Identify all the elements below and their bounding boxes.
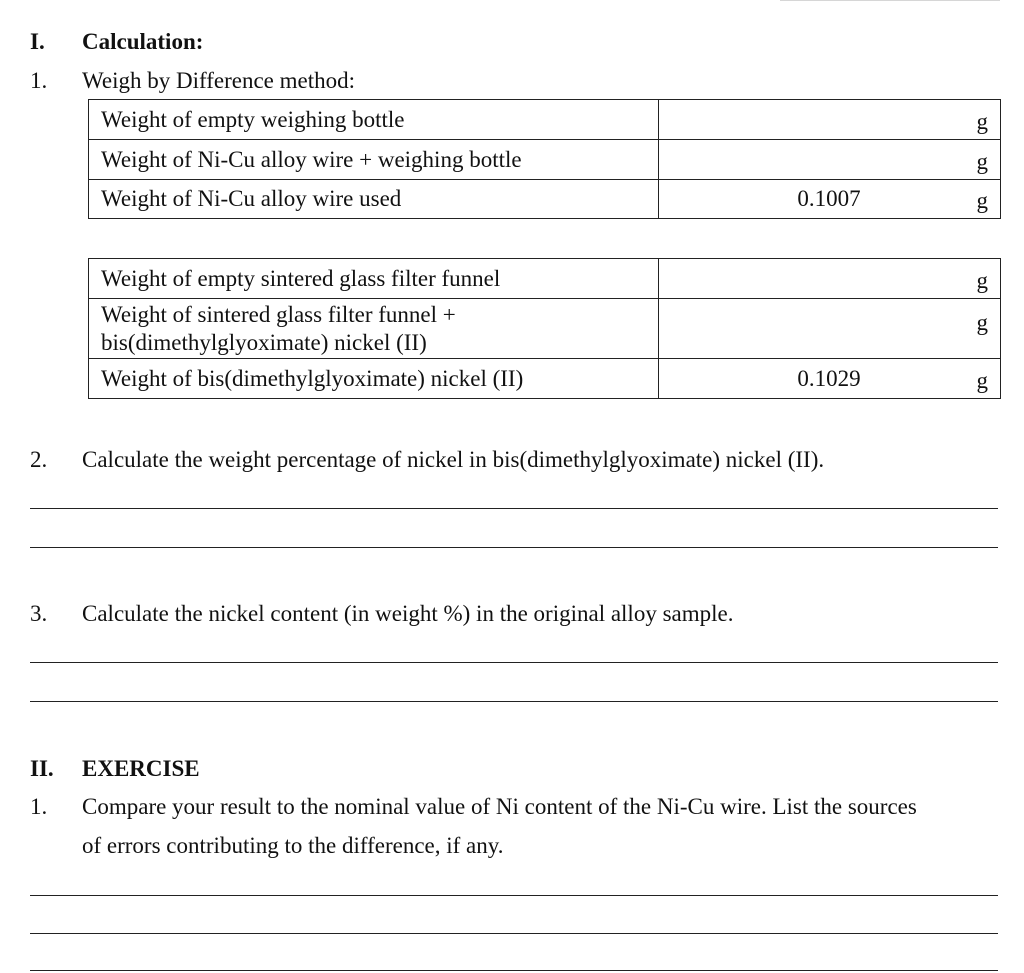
unit-label: g xyxy=(976,188,988,213)
answer-line[interactable] xyxy=(30,895,998,896)
item-text: Calculate the weight percentage of nickel in bis(dimethylglyoximate) nickel (II). xyxy=(82,447,825,472)
answer-line[interactable] xyxy=(30,933,998,934)
value-text: 0.1007 xyxy=(797,186,861,211)
row-label xyxy=(89,299,659,359)
item-text: Weigh by Difference method: xyxy=(82,68,355,93)
row-label-line: Weight of sintered glass filter funnel + xyxy=(101,301,456,327)
table-row xyxy=(89,140,1001,180)
unit-label: g xyxy=(976,368,988,393)
filter-funnel-table xyxy=(88,258,1001,399)
item-number: 3. xyxy=(30,601,48,626)
table-row xyxy=(89,359,1001,399)
table-row xyxy=(89,299,1001,359)
table-row xyxy=(89,100,1001,140)
value-cell[interactable] xyxy=(659,140,1001,180)
value-cell[interactable] xyxy=(659,100,1001,140)
value-text: 0.1029 xyxy=(797,365,861,391)
section-title: Calculation: xyxy=(82,29,204,54)
item-number: 2. xyxy=(30,447,48,472)
answer-line[interactable] xyxy=(30,547,998,548)
section-numeral: II. xyxy=(30,756,54,781)
section-numeral: I. xyxy=(30,29,45,54)
table-row xyxy=(89,259,1001,299)
weighing-bottle-table xyxy=(88,99,1001,219)
item-text: Calculate the nickel content (in weight %) in the original alloy sample. xyxy=(82,601,734,626)
unit-label: g xyxy=(976,310,988,335)
item-text: of errors contributing to the difference, if any. xyxy=(82,833,504,858)
value-cell[interactable] xyxy=(659,359,1001,399)
row-label: Weight of Ni-Cu alloy wire + weighing bottle xyxy=(89,140,659,180)
value-cell[interactable] xyxy=(659,259,1001,299)
answer-line[interactable] xyxy=(30,701,998,702)
top-edge-rule xyxy=(780,0,1000,1)
item-number: 1. xyxy=(30,68,48,93)
section-title: EXERCISE xyxy=(82,756,200,781)
unit-label: g xyxy=(976,149,988,174)
answer-line[interactable] xyxy=(30,508,998,509)
answer-line[interactable] xyxy=(30,970,998,971)
row-label: Weight of bis(dimethylglyoximate) nickel (II) xyxy=(89,359,659,399)
item-number: 1. xyxy=(30,794,48,819)
value-cell[interactable] xyxy=(659,180,1001,219)
row-label: Weight of empty weighing bottle xyxy=(89,100,659,140)
unit-label: g xyxy=(976,109,988,134)
row-label: Weight of empty sintered glass filter funnel xyxy=(89,259,659,299)
value-cell[interactable] xyxy=(659,299,1001,359)
answer-line[interactable] xyxy=(30,662,998,663)
item-text: Compare your result to the nominal value of Ni content of the Ni-Cu wire. List the sources xyxy=(82,794,917,819)
table-row xyxy=(89,180,1001,219)
row-label: Weight of Ni-Cu alloy wire used xyxy=(89,180,659,219)
row-label-line: bis(dimethylglyoximate) nickel (II) xyxy=(101,329,427,355)
unit-label: g xyxy=(976,268,988,293)
